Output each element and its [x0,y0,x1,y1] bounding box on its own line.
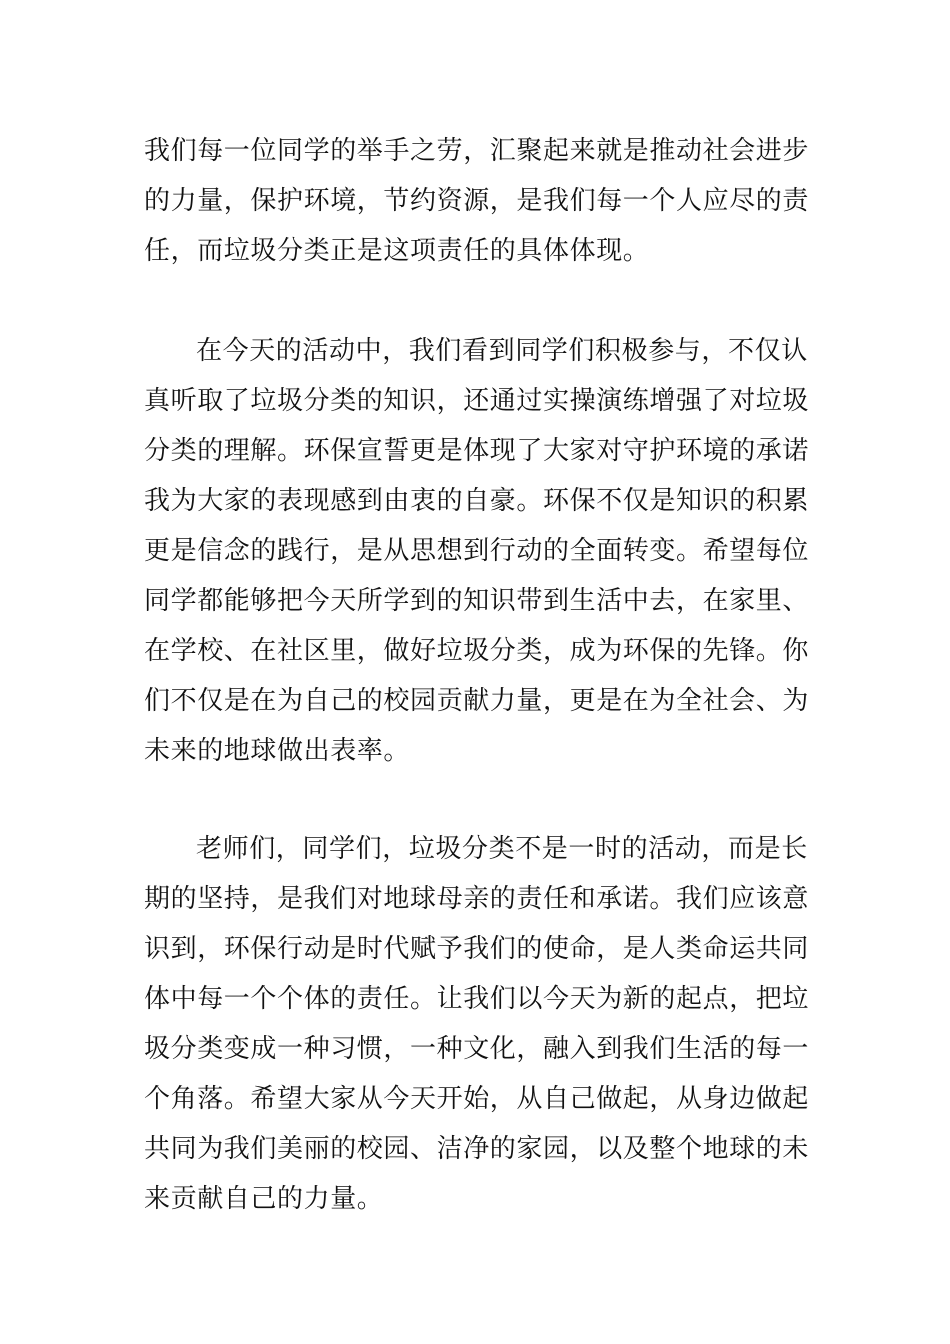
paragraph-line: 未来的地球做出表率。 [144,736,411,766]
paragraph-line: 体中每一个个体的责任。让我们以今天为新的起点，把垃 [144,984,810,1014]
paragraph-line: 更是信念的践行，是从思想到行动的全面转变。希望每位 [144,536,810,566]
paragraph-line: 们不仅是在为自己的校园贡献力量，更是在为全社会、为 [144,686,810,716]
paragraph-line: 任，而垃圾分类正是这项责任的具体体现。 [144,236,650,266]
paragraph-line: 同学都能够把今天所学到的知识带到生活中去，在家里、 [144,586,810,616]
paragraph-line: 我们每一位同学的举手之劳，汇聚起来就是推动社会进步 [144,136,810,166]
paragraph-line: 在今天的活动中，我们看到同学们积极参与，不仅认 [196,336,808,366]
paragraph-line: 真听取了垃圾分类的知识，还通过实操演练增强了对垃圾 [144,386,810,416]
paragraph-line: 识到，环保行动是时代赋予我们的使命，是人类命运共同 [144,934,810,964]
paragraph-line: 来贡献自己的力量。 [144,1184,384,1214]
paragraph-line: 期的坚持，是我们对地球母亲的责任和承诺。我们应该意 [144,884,810,914]
paragraph-line: 在学校、在社区里，做好垃圾分类，成为环保的先锋。你 [144,636,810,666]
paragraph-line: 老师们，同学们，垃圾分类不是一时的活动，而是长 [196,834,808,864]
paragraph-line: 圾分类变成一种习惯，一种文化，融入到我们生活的每一 [144,1034,810,1064]
paragraph-line: 分类的理解。环保宣誓更是体现了大家对守护环境的承诺 [144,436,810,466]
paragraph-line: 我为大家的表现感到由衷的自豪。环保不仅是知识的积累 [144,486,810,516]
paragraph-line: 的力量，保护环境，节约资源，是我们每一个人应尽的责 [144,186,810,216]
paragraph-line: 个角落。希望大家从今天开始，从自己做起，从身边做起 [144,1084,810,1114]
paragraph-line: 共同为我们美丽的校园、洁净的家园，以及整个地球的未 [144,1134,810,1164]
